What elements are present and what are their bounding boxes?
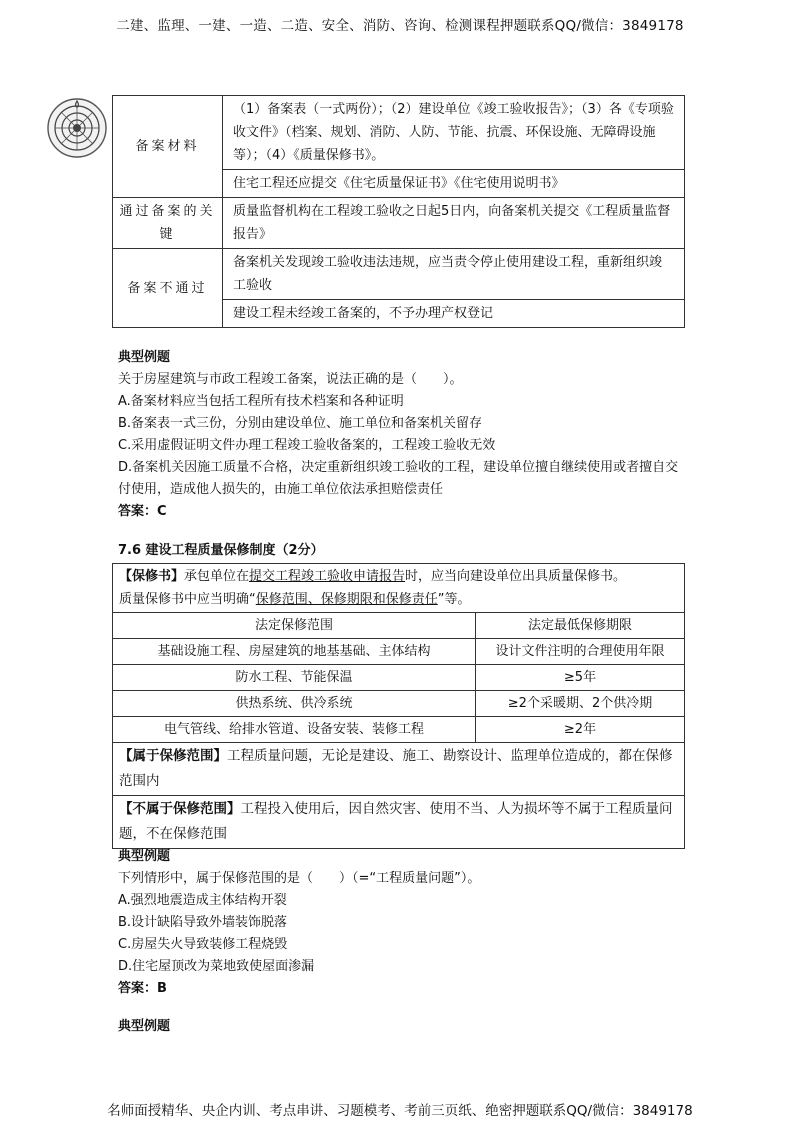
example-2 <box>118 846 688 1000</box>
filing-label-materials: 备案材料 <box>113 96 223 198</box>
filing-key-text: 质量监督机构在工程竣工验收之日起5日内，向备案机关提交《工程质量监督报告》 <box>223 198 685 249</box>
warranty-period-cell: ≥5年 <box>476 665 685 691</box>
example-2-question: 下列情形中，属于保修范围的是（ ）（=“工程质量问题”）。 <box>118 871 481 886</box>
warranty-period-cell: ≥2年 <box>476 717 685 743</box>
example-1-option-a: A.备案材料应当包括工程所有技术档案和各种证明 <box>118 394 404 409</box>
filing-label-rejected: 备案不通过 <box>113 249 223 328</box>
filing-rejected-text-1: 备案机关发现竣工验收违法违规，应当责令停止使用建设工程，重新组织竣工验收 <box>223 249 685 300</box>
table-row <box>113 691 685 717</box>
example-2-option-d: D.住宅屋顶改为菜地致使屋面渗漏 <box>118 959 315 974</box>
example-2-answer: 答案：B <box>118 981 167 996</box>
warranty-intro2-pre: 质量保修书中应当明确“ <box>119 592 256 607</box>
in-scope-tag: 【属于保修范围】 <box>119 748 227 764</box>
warranty-period-cell: 设计文件注明的合理使用年限 <box>476 639 685 665</box>
example-1-option-c: C.采用虚假证明文件办理工程竣工验收备案的，工程竣工验收无效 <box>118 438 496 453</box>
example-1 <box>118 347 688 523</box>
example-2-option-a: A.强烈地震造成主体结构开裂 <box>118 893 287 908</box>
example-1-heading: 典型例题 <box>118 350 171 365</box>
section-title: 7.6 建设工程质量保修制度（2分） <box>118 543 324 558</box>
table-row <box>113 665 685 691</box>
warranty-in-scope <box>113 743 685 796</box>
example-2-option-b: B.设计缺陷导致外墙装饰脱落 <box>118 915 288 930</box>
circular-floral-seal-icon <box>46 97 108 159</box>
filing-rejected-text-2: 建设工程未经竣工备案的，不予办理产权登记 <box>223 300 685 328</box>
page-header: 二建、监理、一建、一造、二造、安全、消防、咨询、检测课程押题联系QQ/微信：3849178 <box>116 18 684 34</box>
table-row <box>113 639 685 665</box>
warranty-intro-tag: 【保修书】 <box>119 569 185 584</box>
example-2-option-c: C.房屋失火导致装修工程烧毁 <box>118 937 288 952</box>
filing-label-key: 通过备案的关键 <box>113 198 223 249</box>
warranty-intro-underlined: 提交工程竣工验收申请报告 <box>249 569 406 584</box>
filing-materials-list: （1）备案表（一式两份）；（2）建设单位《竣工验收报告》；（3）各《专项验收文件》（档案、规划、消防、人防、节能、抗震、环保设施、无障碍设施等）；（4）《质量保修书》。 <box>223 96 685 170</box>
warranty-col-period: 法定最低保修期限 <box>476 613 685 639</box>
example-2-heading: 典型例题 <box>118 849 171 864</box>
warranty-intro2-post: ”等。 <box>437 592 471 607</box>
in-scope-text: 工程质量问题，无论是建设、施工、勘察设计、监理单位造成的，都在保修范围内 <box>119 748 673 789</box>
example-3-heading: 典型例题 <box>118 1019 171 1034</box>
warranty-scope-cell: 电气管线、给排水管道、设备安装、装修工程 <box>113 717 476 743</box>
out-scope-text: 工程投入使用后，因自然灾害、使用不当、人为损坏等不属于工程质量问题，不在保修范围 <box>119 801 673 842</box>
warranty-col-scope: 法定保修范围 <box>113 613 476 639</box>
warranty-scope-cell: 基础设施工程、房屋建筑的地基基础、主体结构 <box>113 639 476 665</box>
table-row <box>113 717 685 743</box>
page-footer: 名师面授精华、央企内训、考点串讲、习题模考、考前三页纸、绝密押题联系QQ/微信：3849178 <box>107 1103 693 1119</box>
example-1-answer: 答案：C <box>118 504 167 519</box>
out-scope-tag: 【不属于保修范围】 <box>119 801 241 817</box>
warranty-table <box>112 563 685 849</box>
example-1-option-b: B.备案表一式三份，分别由建设单位、施工单位和备案机关留存 <box>118 416 483 431</box>
warranty-intro2-underlined: 保修范围、保修期限和保修责任 <box>255 592 438 607</box>
warranty-period-cell: ≥2个采暖期、2个供冷期 <box>476 691 685 717</box>
example-1-question: 关于房屋建筑与市政工程竣工备案，说法正确的是（ ）。 <box>118 372 463 387</box>
warranty-intro <box>113 564 685 613</box>
example-1-option-d: D.备案机关因施工质量不合格，决定重新组织竣工验收的工程，建设单位擅自继续使用或者擅自交付使用，造成他人损失的，由施工单位依法承担赔偿责任 <box>118 460 679 497</box>
warranty-scope-cell: 供热系统、供冷系统 <box>113 691 476 717</box>
warranty-out-scope <box>113 796 685 849</box>
warranty-intro-pre: 承包单位在 <box>184 569 250 584</box>
warranty-intro-post: 时，应当向建设单位出具质量保修书。 <box>405 569 627 584</box>
filing-table <box>112 95 685 328</box>
filing-materials-residential: 住宅工程还应提交《住宅质量保证书》《住宅使用说明书》 <box>223 170 685 198</box>
warranty-scope-cell: 防水工程、节能保温 <box>113 665 476 691</box>
